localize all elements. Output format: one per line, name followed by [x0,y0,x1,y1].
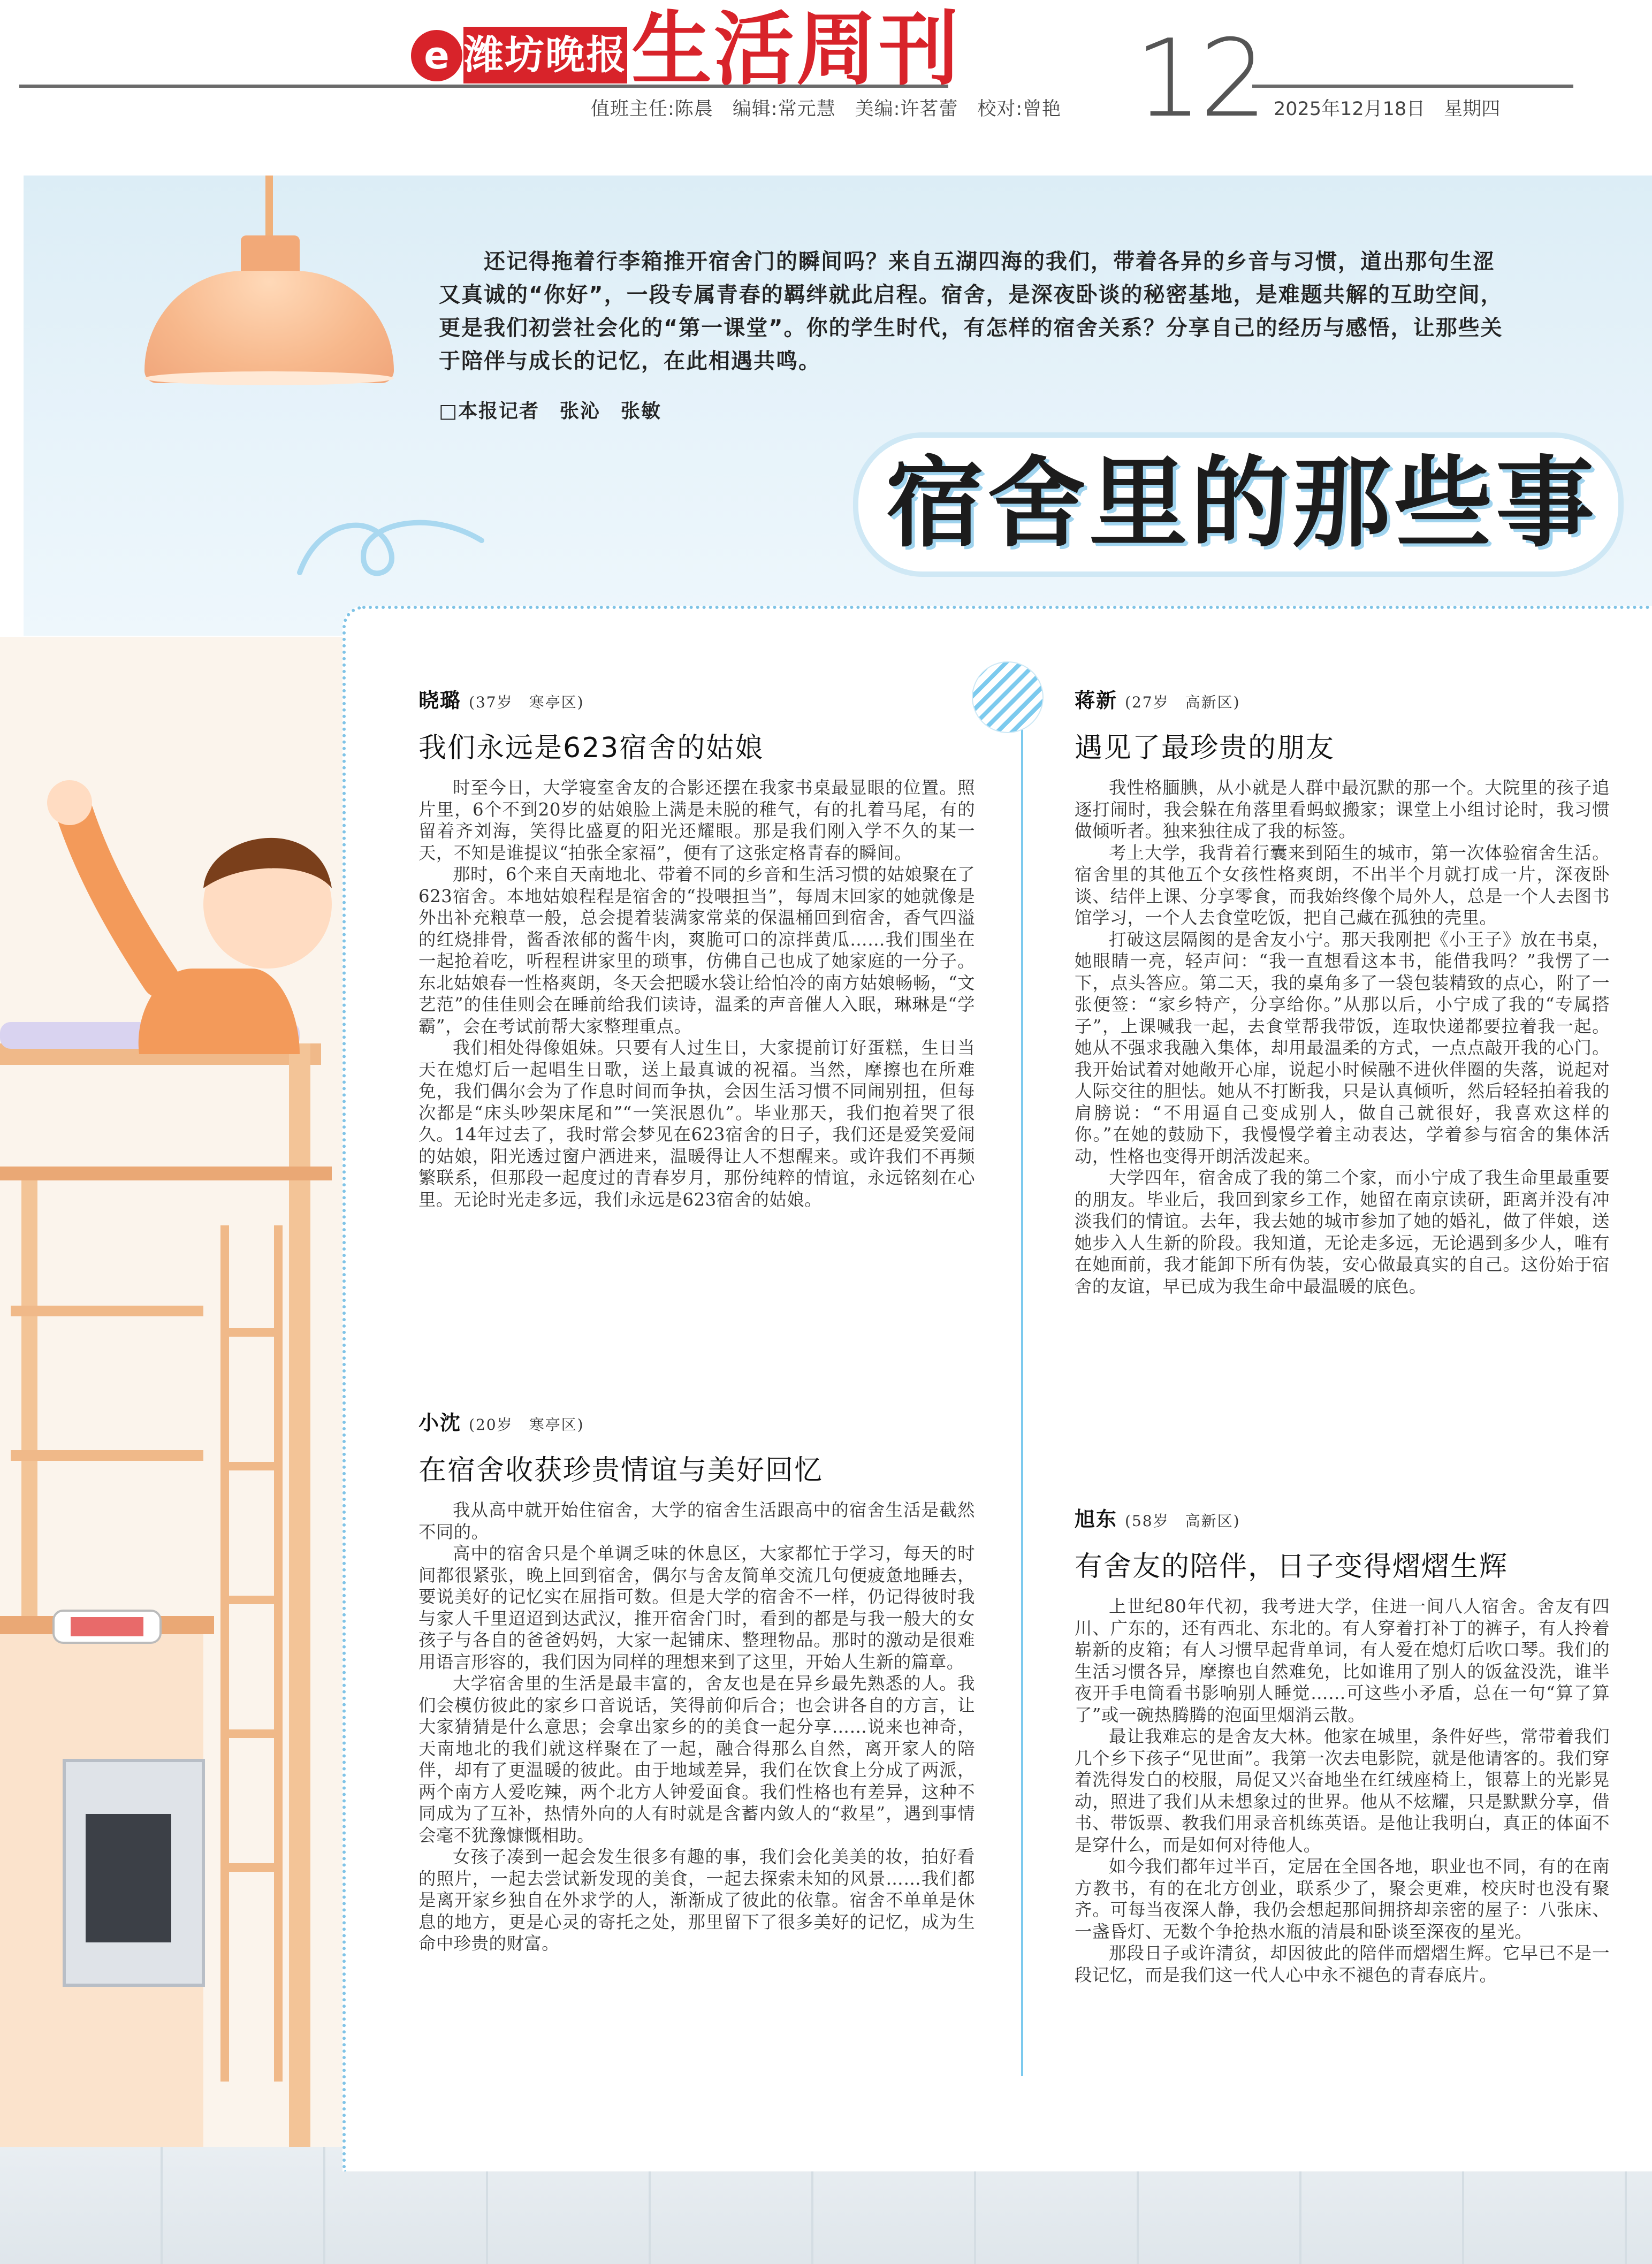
article-2-headline: 在宿舍收获珍贵情谊与美好回忆 [418,1454,824,1487]
article-4-paragraph: 上世纪80年代初，我考进大学，住进一间八人宿舍。舍友有四川、广东的，还有西北、东北的。有人穿着打补丁的裤子，有人拎着崭新的皮箱；有人习惯早起背单词，有人爱在熄灯后吹口琴。我们的生活习惯各异，摩擦也自然难免，比如谁用了别人的饭盆没洗，谁半夜开手电筒看书影响别人睡觉……可这些小矛盾，总在一句“算了算了”或一碗热腾腾的泡面里烟消云散。 [1075,1596,1610,1725]
swirl-decoration-icon [289,492,492,599]
article-3 [1075,684,1610,1297]
article-4-header [1075,1503,1610,1532]
article-1-paragraph: 时至今日，大学寝室舍友的合影还摆在我家书桌最显眼的位置。照片里，6个不到20岁的姑娘脸上满是未脱的稚气，有的扎着马尾，有的留着齐刘海，笑得比盛夏的阳光还耀眼。那是我们刚入学不久的某一天，不知是谁提议“拍张全家福”，便有了这张定格青春的瞬间。 [418,777,975,863]
article-1-body [418,777,975,1210]
article-3-paragraph: 大学四年，宿舍成了我的第二个家，而小宁成了我生命里最重要的朋友。毕业后，我回到家乡工作，她留在南京读研，距离并没有冲淡我们的情谊。去年，我去她的城市参加了她的婚礼，做了伴娘，送她步入人生新的阶段。我知道，无论走多远，无论遇到多少人，唯有在她面前，我才能卸下所有伪装，安心做最真实的自己。这份始于宿舍的友谊，早已成为我生命中最温暖的底色。 [1075,1168,1610,1297]
article-2-author: 小沈 [418,1411,462,1435]
article-2-meta: (20岁 寒亭区) [469,1416,584,1434]
feature-byline: □本报记者 张沁 张敏 [439,400,662,422]
section-title: 生活周刊 [631,3,962,96]
article-3-paragraph: 考上大学，我背着行囊来到陌生的城市，第一次体验宿舍生活。宿舍里的其他五个女孩性格爽朗，不出半个月就打成一片，深夜卧谈、结伴上课、分享零食，而我始终像个局外人，总是一个人去图书馆学习，一个人去食堂吃饭，把自己藏在孤独的壳里。 [1075,842,1610,928]
issue-date: 2025年12月18日 星期四 [1274,98,1501,120]
dorm-illustration [0,637,342,2189]
article-2 [418,1406,975,1955]
article-4-headline: 有舍友的陪伴，日子变得熠熠生辉 [1075,1551,1509,1583]
feature-intro: 还记得拖着行李箱推开宿舍门的瞬间吗？来自五湖四海的我们，带着各异的乡音与习惯，道出那句生涩又真诚的“你好”，一段专属青春的羁绊就此启程。宿舍，是深夜卧谈的秘密基地，是难题共解的互助空间，更是我们初尝社会化的“第一课堂”。你的学生时代，有怎样的宿舍关系？分享自己的经历与感悟，让那些关于陪伴与成长的记忆，在此相遇共鸣。 [439,249,1503,373]
article-3-header [1075,684,1610,713]
article-2-paragraph: 女孩子凑到一起会发生很多有趣的事，我们会化美美的妆，拍好看的照片，一起去尝试新发现的美食，一起去探索未知的风景……我们都是离开家乡独自在外求学的人，渐渐成了彼此的依靠。宿舍不单单是休息的地方，更是心灵的寄托之处，那里留下了很多美好的记忆，成为生命中珍贵的财富。 [418,1847,975,1954]
article-2-paragraph: 高中的宿舍只是个单调乏味的休息区，大家都忙于学习，每天的时间都很紧张，晚上回到宿舍，偶尔与舍友简单交流几句便疲惫地睡去，要说美好的记忆实在屈指可数。但是大学的宿舍不一样，仍记得彼时我与家人千里迢迢到达武汉，推开宿舍门时，看到的都是与我一般大的女孩子与各自的爸爸妈妈，大家一起铺床、整理物品。那时的激动是很难用语言形容的，我们因为同样的理想来到了这里，开始人生新的篇章。 [418,1543,975,1672]
article-3-paragraph: 打破这层隔阂的是舍友小宁。那天我刚把《小王子》放在书桌，她眼睛一亮，轻声问：“我一直想看这本书，能借我吗？”我愣了一下，点头答应。第二天，我的桌角多了一袋包装精致的点心，附了一张便签：“家乡特产，分享给你。”从那以后，小宁成了我的“专属搭子”，上课喊我一起，去食堂帮我带饭，连取快递都要拉着我一起。她从不强求我融入集体，却用最温柔的方式，一点点敲开我的心门。我开始试着对她敞开心扉，说起小时候融不进伙伴圈的失落，说起对人际交往的胆怯。她从不打断我，只是认真倾听，然后轻轻拍着我的肩膀说：“不用逼自己变成别人，做自己就很好，我喜欢这样的你。”在她的鼓励下，我慢慢学着主动表达，学着参与宿舍的集体活动，性格也变得开朗活泼起来。 [1075,929,1610,1167]
article-1-paragraph: 我们相处得像姐妹。只要有人过生日，大家提前订好蛋糕，生日当天在熄灯后一起唱生日歌，送上最真诚的祝福。当然，摩擦也在所难免，我们偶尔会为了作息时间而争执，会因生活习惯不同闹别扭，但每次都是“床头吵架床尾和”“一笑泯恩仇”。毕业那天，我们抱着哭了很久。14年过去了，我时常会梦见在623宿舍的日子，我们还是爱笑爱闹的姑娘，阳光透过窗户洒进来，温暖得让人不想醒来。或许我们不再频繁联系，但那段一起度过的青春岁月，那份纯粹的情谊，永远铭刻在心里。无论时光走多远，我们永远是623宿舍的姑娘。 [418,1038,975,1210]
column-divider [1021,696,1023,2076]
article-2-paragraph: 大学宿舍里的生活是最丰富的，舍友也是在异乡最先熟悉的人。我们会模仿彼此的家乡口音说话，笑得前仰后合；也会讲各自的方言，让大家猜猜是什么意思；会拿出家乡的的美食一起分享……说来也神奇，天南地北的我们就这样聚在了一起，融合得那么自然，离开家人的陪伴，却有了更温暖的彼此。由于地域差异，我们在饮食上分成了两派，两个南方人爱吃辣，两个北方人钟爱面食。我们性格也有差异，这种不同成为了互补，热情外向的人有时就是含蓄内敛人的“救星”，遇到事情会毫不犹豫慷慨相助。 [418,1673,975,1846]
article-4 [1075,1503,1610,1986]
article-1-header [418,684,975,713]
masthead-rule-right [1252,85,1573,88]
article-1-meta: (37岁 寒亭区) [469,693,584,711]
striped-ball-icon [972,661,1044,733]
article-3-headline: 遇见了最珍贵的朋友 [1075,732,1335,764]
article-3-paragraph: 我性格腼腆，从小就是人群中最沉默的那一个。大院里的孩子追逐打闹时，我会躲在角落里看蚂蚁搬家；课堂上小组讨论时，我习惯做倾听者。独来独往成了我的标签。 [1075,777,1610,841]
article-1 [418,684,975,1210]
article-3-body [1075,777,1610,1297]
feature-title: 宿舍里的那些事 [885,446,1597,561]
masthead [0,0,1652,161]
article-4-meta: (58岁 高新区) [1125,1512,1240,1530]
article-2-paragraph: 我从高中就开始住宿舍，大学的宿舍生活跟高中的宿舍生活是截然不同的。 [418,1500,975,1542]
newspaper-logo-icon: e [411,30,462,81]
lamp-rim [144,371,394,385]
staff-credits: 值班主任:陈晨 编辑:常元慧 美编:许茗蕾 校对:曾艳 [591,98,1062,120]
article-2-body [418,1499,975,1955]
article-1-headline: 我们永远是623宿舍的姑娘 [418,732,764,764]
article-4-paragraph: 那段日子或许清贫，却因彼此的陪伴而熠熠生辉。它早已不是一段记忆，而是我们这一代人心中永不褪色的青春底片。 [1075,1943,1610,1985]
article-1-author: 晓璐 [418,689,462,712]
article-4-author: 旭东 [1075,1507,1118,1531]
newspaper-name: 潍坊晚报 [463,27,627,83]
article-2-header [418,1406,975,1436]
page-number: 12 [1135,17,1265,141]
article-4-body [1075,1596,1610,1986]
article-3-author: 蒋新 [1075,689,1118,712]
article-3-meta: (27岁 高新区) [1125,693,1240,711]
article-4-paragraph: 如今我们都年过半百，定居在全国各地，职业也不同，有的在南方教书，有的在北方创业，联系少了，聚会更难，校庆时也没有聚齐。可每当夜深人静，我仍会想起那间拥挤却亲密的屋子：八张床、一盏昏灯、无数个争抢热水瓶的清晨和卧谈至深夜的星光。 [1075,1856,1610,1942]
article-1-paragraph: 那时，6个来自天南地北、带着不同的乡音和生活习惯的姑娘聚在了623宿舍。本地姑娘程程是宿舍的“投喂担当”，每周末回家的她就像是外出补充粮草一般，总会提着装满家常菜的保温桶回到宿舍，香气四溢的红烧排骨，酱香浓郁的酱牛肉，爽脆可口的凉拌黄瓜……我们围坐在一起抢着吃，听程程讲家里的琐事，仿佛自己也成了她家庭的一分子。东北姑娘春一性格爽朗，冬天会把暖水袋让给怕冷的南方姑娘畅畅，“文艺范”的佳佳则会在睡前给我们读诗，温柔的声音催人入眠，琳琳是“学霸”，会在考试前帮大家整理重点。 [418,864,975,1036]
article-4-paragraph: 最让我难忘的是舍友大林。他家在城里，条件好些，常带着我们几个乡下孩子“见世面”。我第一次去电影院，就是他请客的。我们穿着洗得发白的校服，局促又兴奋地坐在红绒座椅上，银幕上的光影晃动，照进了我们从未想象过的世界。他从不炫耀，只是默默分享，借书、带饭票、教我们用录音机练英语。是他让我明白，真正的体面不是穿什么，而是如何对待他人。 [1075,1726,1610,1855]
lamp-cap [241,235,300,273]
